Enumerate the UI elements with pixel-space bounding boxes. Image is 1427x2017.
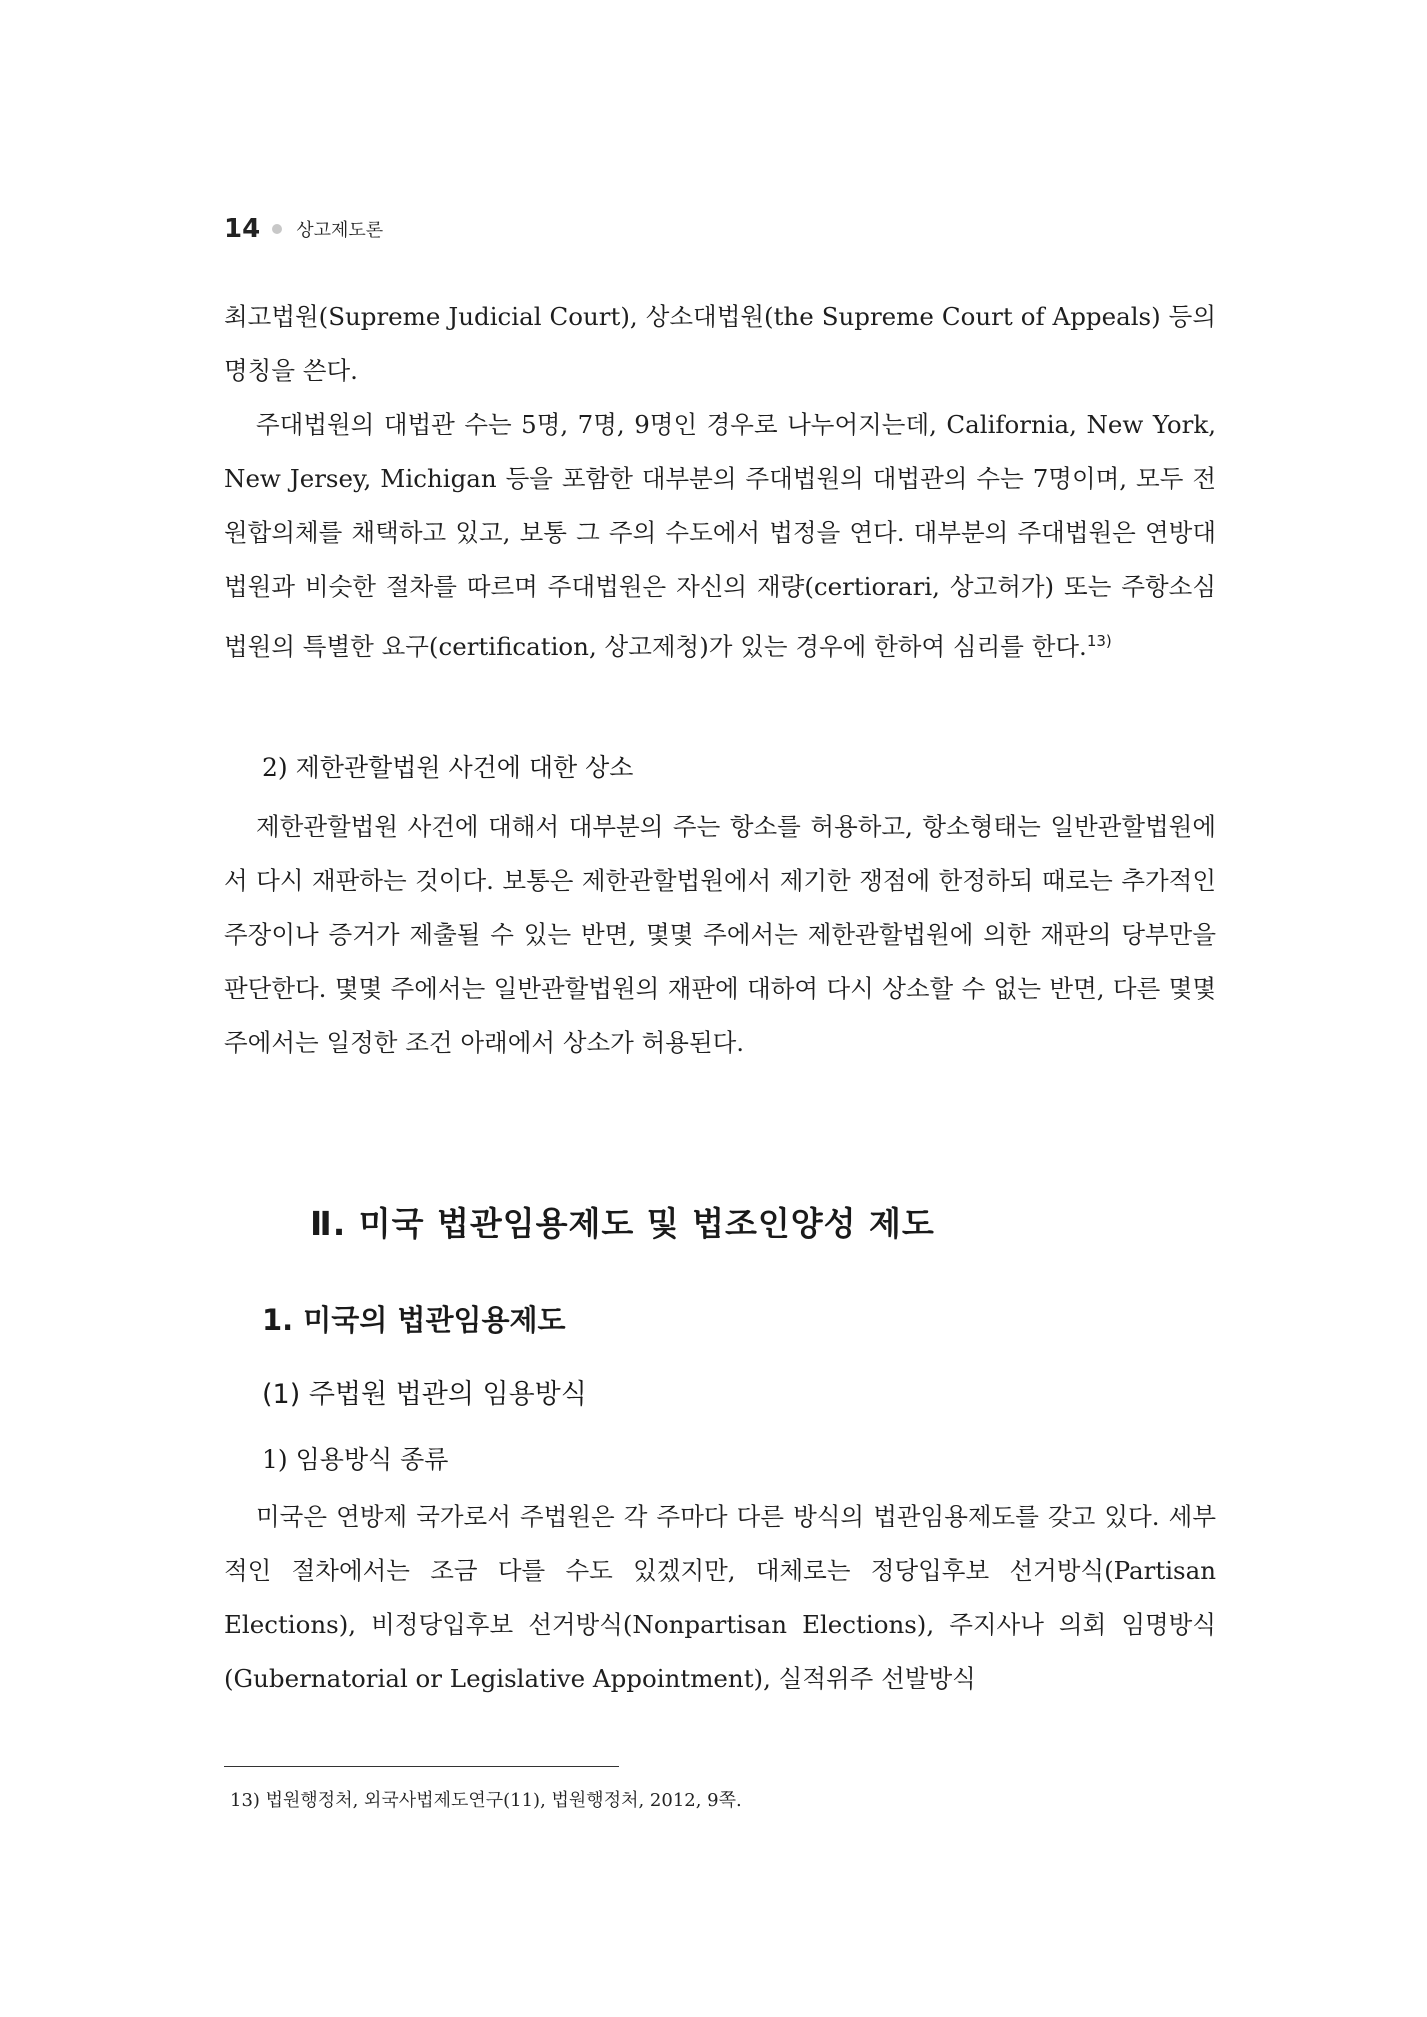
paragraph-1: 최고법원(Supreme Judicial Court), 상소대법원(the Supreme Court of Appeals) 등의 명칭을 쓴다. xyxy=(224,302,1216,385)
footnote-13: 13) 법원행정처, 외국사법제도연구(11), 법원행정처, 2012, 9쪽. xyxy=(230,1790,742,1811)
chapter-heading: Ⅱ. 미국 법관임용제도 및 법조인양성 제도 xyxy=(310,1204,935,1243)
book-title: 상고제도론 xyxy=(296,220,384,241)
text-block-1 xyxy=(224,290,1216,674)
footnote-ref-13: 13) xyxy=(1086,632,1112,650)
heading-appointment-methods: 1) 임용방식 종류 xyxy=(262,1445,449,1474)
text-block-3 xyxy=(224,1490,1216,1706)
footnote-divider xyxy=(224,1766,619,1767)
page-header xyxy=(224,214,383,244)
section-heading: 1. 미국의 법관임용제도 xyxy=(262,1303,566,1337)
paragraph-3: 제한관할법원 사건에 대해서 대부분의 주는 항소를 허용하고, 항소형태는 일반관할법원에서 다시 재판하는 것이다. 보통은 제한관할법원에서 제기한 쟁점에 한정하되 때로는 추가적인 주장이나 증거가 제출될 수 있는 반면, 몇몇 주에서는 제한관할법원에 의한 재판의 당부만을 판단한다. 몇몇 주에서는 일반관할법원의 재판에 대하여 다시 상소할 수 없는 반면, 다른 몇몇 주에서는 일정한 조건 아래에서 상소가 허용된다. xyxy=(224,812,1216,1057)
text-block-2 xyxy=(224,800,1216,1070)
heading-limited-jurisdiction-appeal: 2) 제한관할법원 사건에 대한 상소 xyxy=(262,753,634,782)
page-number: 14 xyxy=(224,214,261,244)
subsection-heading: (1) 주법원 법관의 임용방식 xyxy=(262,1379,587,1410)
separator-dot xyxy=(272,224,282,234)
paragraph-2 xyxy=(224,398,1216,674)
paragraph-4: 미국은 연방제 국가로서 주법원은 각 주마다 다른 방식의 법관임용제도를 갖고 있다. 세부적인 절차에서는 조금 다를 수도 있겠지만, 대체로는 정당입후보 선거방식(Partisan Elections), 비정당입후보 선거방식(Nonpartisan Elections), 주지사나 의회 임명방식(Gubernatorial or Legislative Appointment), 실적위주 선발방식 xyxy=(224,1502,1216,1693)
paragraph-2-text: 주대법원의 대법관 수는 5명, 7명, 9명인 경우로 나누어지는데, California, New York, New Jersey, Michigan 등을 포함한 대부분의 주대법원의 대법관의 수는 7명이며, 모두 전원합의체를 채택하고 있고, 보통 그 주의 수도에서 법정을 연다. 대부분의 주대법원은 연방대법원과 비슷한 절차를 따르며 주대법원은 자신의 재량(certiorari, 상고허가) 또는 주항소심 법원의 특별한 요구(certification, 상고제청)가 있는 경우에 한하여 심리를 한다. xyxy=(224,410,1216,661)
